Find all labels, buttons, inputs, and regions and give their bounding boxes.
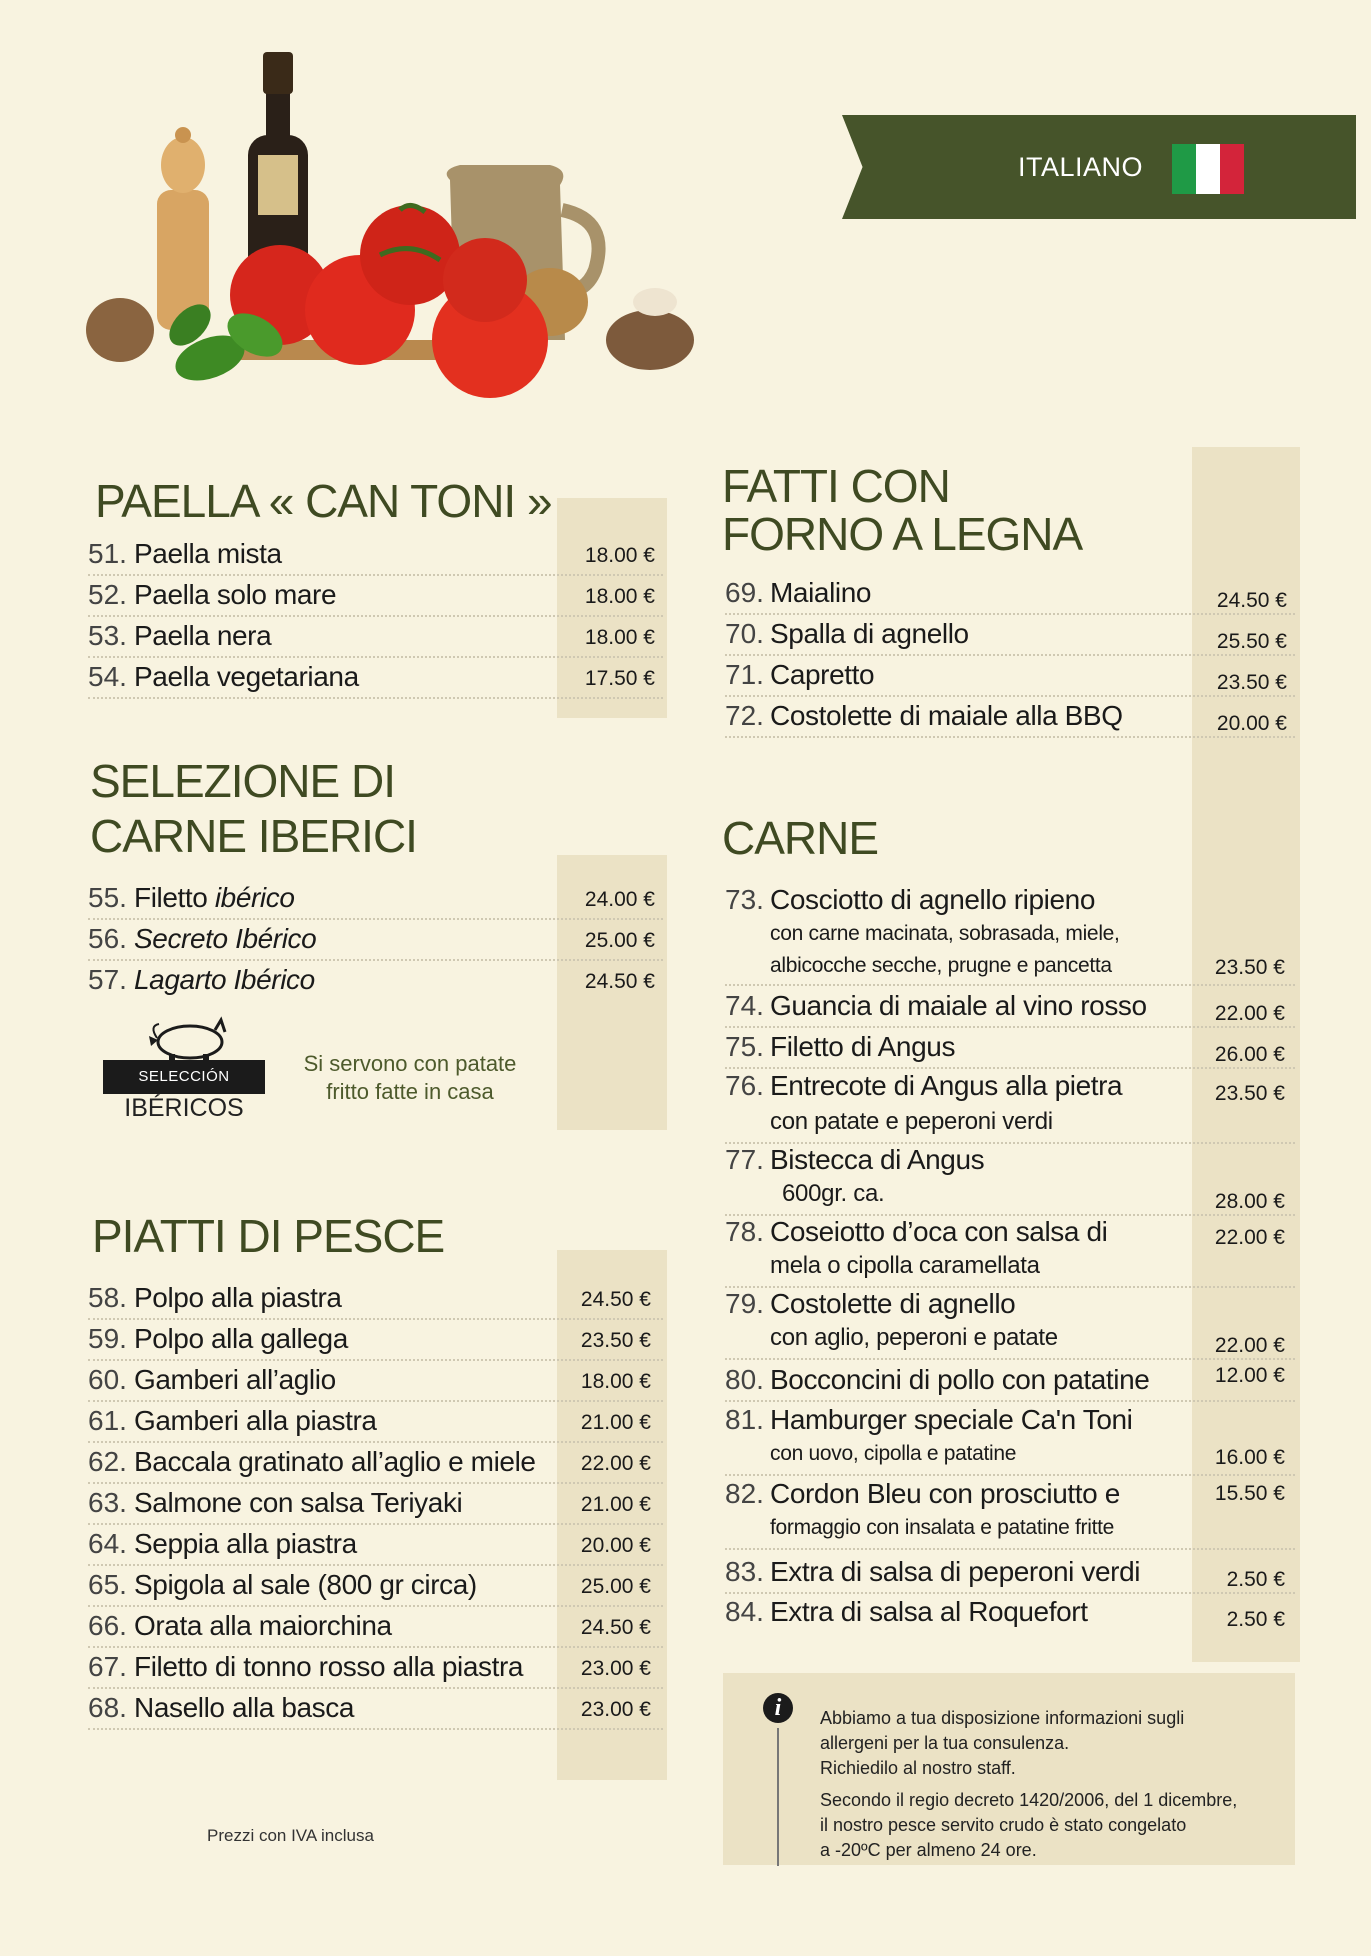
menu-item: 56. Secreto Ibérico 25.00 €	[88, 919, 663, 961]
menu-item: 76. Entrecote di Angus alla pietra con patate e peperoni verdi 23.50 €	[725, 1070, 1295, 1144]
menu-item: 51. Paella mista 18.00 €	[88, 534, 663, 576]
italian-flag-icon	[1172, 144, 1244, 194]
menu-item: 83. Extra di salsa di peperoni verdi 2.50 €	[725, 1552, 1295, 1594]
menu-item: 77. Bistecca di Angus 600gr. ca. 28.00 €	[725, 1144, 1295, 1216]
served-note-line: Si servono con patate	[303, 1051, 517, 1076]
section-title-forno-1: FATTI CON	[722, 460, 950, 512]
menu-item: 55. Filetto ibérico 24.00 €	[88, 878, 663, 920]
menu-item: 61. Gamberi alla piastra 21.00 €	[88, 1401, 663, 1443]
info-line-text: a -20ºC per almeno 24 ore.	[820, 1840, 1037, 1860]
info-icon: i	[763, 1693, 793, 1723]
info-line-text: Secondo il regio decreto 1420/2006, del 1 dicembre,	[820, 1790, 1238, 1810]
flag-stripe-red	[1220, 144, 1244, 194]
menu-item: 60. Gamberi all’aglio 18.00 €	[88, 1360, 663, 1402]
menu-item: 52. Paella solo mare 18.00 €	[88, 575, 663, 617]
menu-item: 64. Seppia alla piastra 20.00 €	[88, 1524, 663, 1566]
allergen-info-text	[820, 1706, 1280, 1781]
food-still-life-illustration	[80, 40, 720, 400]
iberico-badge: SELECCIÓN	[103, 1060, 265, 1094]
menu-item: 70. Spalla di agnello 25.50 €	[725, 614, 1295, 656]
menu-item: 53. Paella nera 18.00 €	[88, 616, 663, 658]
menu-item: 66. Orata alla maiorchina 24.50 €	[88, 1606, 663, 1648]
info-line-text: Richiedilo al nostro staff.	[820, 1758, 1016, 1778]
menu-item: 57. Lagarto Ibérico 24.50 €	[88, 964, 655, 995]
menu-item: 69. Maialino 24.50 €	[725, 573, 1295, 615]
info-divider	[777, 1728, 779, 1866]
menu-item: 82. Cordon Bleu con prosciutto e formaggio con insalata e patatine fritte 15.50 €	[725, 1478, 1295, 1550]
menu-item: 59. Polpo alla gallega 23.50 €	[88, 1319, 663, 1361]
menu-item: 78. Coseiotto d’oca con salsa di mela o cipolla caramellata 22.00 €	[725, 1216, 1295, 1288]
section-title-paella: PAELLA « CAN TONI »	[95, 475, 552, 527]
flag-stripe-white	[1196, 144, 1220, 194]
language-label: ITALIANO	[1018, 152, 1144, 182]
info-line-text: il nostro pesce servito crudo è stato congelato	[820, 1815, 1187, 1835]
menu-item: 79. Costolette di agnello con aglio, peperoni e patate 22.00 €	[725, 1288, 1295, 1360]
pig-icon	[145, 1014, 235, 1066]
raw-fish-info-text	[820, 1788, 1280, 1863]
menu-item: 80. Bocconcini di pollo con patatine 12.00 €	[725, 1360, 1295, 1402]
vat-note: Prezzi con IVA inclusa	[207, 1826, 374, 1845]
menu-item: 75. Filetto di Angus 26.00 €	[725, 1027, 1295, 1069]
section-title-pesce: PIATTI DI PESCE	[92, 1210, 445, 1262]
menu-item: 67. Filetto di tonno rosso alla piastra 23.00 €	[88, 1647, 663, 1689]
section-title-iberici-2: CARNE IBERICI	[90, 810, 417, 862]
section-title-carne: CARNE	[722, 812, 879, 864]
iberico-badge-label: IBÉRICOS	[124, 1094, 244, 1122]
served-note	[280, 1050, 540, 1106]
menu-item: 74. Guancia di maiale al vino rosso 22.00 €	[725, 986, 1295, 1028]
info-line-text: Abbiamo a tua disposizione informazioni sugli	[820, 1708, 1185, 1728]
flag-stripe-green	[1172, 144, 1196, 194]
menu-item: 62. Baccala gratinato all’aglio e miele 22.00 €	[88, 1442, 663, 1484]
menu-item: 65. Spigola al sale (800 gr circa) 25.00 €	[88, 1565, 663, 1607]
menu-item: 58. Polpo alla piastra 24.50 €	[88, 1278, 663, 1320]
section-title-forno-2: FORNO A LEGNA	[722, 508, 1083, 560]
info-line-text: allergeni per la tua consulenza.	[820, 1733, 1070, 1753]
menu-item: 71. Capretto 23.50 €	[725, 655, 1295, 697]
menu-item: 68. Nasello alla basca 23.00 €	[88, 1688, 663, 1730]
menu-item: 73. Cosciotto di agnello ripieno con carne macinata, sobrasada, miele, albicocche secche, prugne e pancetta 23.50 €	[725, 880, 1295, 986]
served-note-line: fritto fatte in casa	[326, 1079, 494, 1104]
menu-item: 63. Salmone con salsa Teriyaki 21.00 €	[88, 1483, 663, 1525]
section-title-iberici-1: SELEZIONE DI	[90, 755, 395, 807]
menu-item: 84. Extra di salsa al Roquefort 2.50 €	[725, 1596, 1285, 1631]
menu-item: 72. Costolette di maiale alla BBQ 20.00 €	[725, 696, 1295, 738]
menu-item: 54. Paella vegetariana 17.50 €	[88, 657, 663, 699]
menu-item: 81. Hamburger speciale Ca'n Toni con uovo, cipolla e patatine 16.00 €	[725, 1404, 1295, 1476]
